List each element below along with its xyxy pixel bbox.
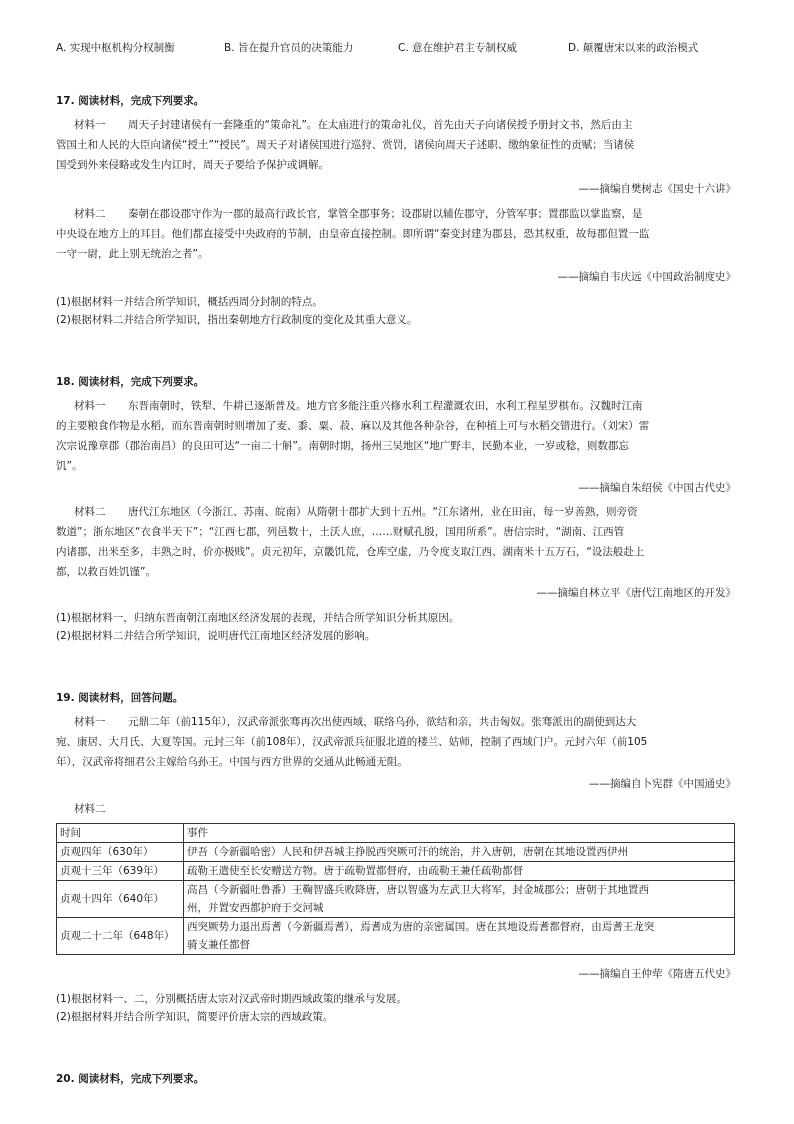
question-18-title: 18. 阅读材料，完成下列要求。 <box>56 376 205 388</box>
q19-material-2-label: 材料二 <box>74 803 106 815</box>
text-line: 宛、康居、大月氏、大夏等国。元封三年（前108年），汉武帝派兵征服北道的楼兰、姑师，控制了西域门户。元封六年（前105 <box>56 736 648 748</box>
text-line: 中央设在地方上的耳目。他们都直接受中央政府的节制，由皇帝直接控制。即所谓“秦变封建为郡县，恐其权重，故每郡但置一监 <box>56 228 650 240</box>
q19-source-1: ——摘编自卜宪群《中国通史》 <box>589 778 736 790</box>
text-line: 州，并置安西都护府于交河城 <box>187 902 324 914</box>
table-cell-time: 贞观十四年（640年） <box>57 881 184 918</box>
text-line: 唐代江东地区（今浙江、苏南、皖南）从隋朝十郡扩大到十五州。“江东诸州，业在田亩，每一岁善熟，则旁资 <box>128 506 638 518</box>
text-line: 的主要粮食作物是水稻，而东晋南朝时则增加了麦、黍、粟、菽、麻以及其他各种杂谷，在种植上可与水稻交错进行。（刘宋）雷 <box>56 420 650 432</box>
q19-ask-2: (2)根据材料并结合所学知识，简要评价唐太宗的西域政策。 <box>56 1011 334 1023</box>
option-a: A. 实现中枢机构分权制衡 <box>56 42 175 54</box>
table-row <box>57 918 735 955</box>
table-row <box>57 881 735 918</box>
table-header-row <box>57 824 735 843</box>
table-cell-time: 贞观十三年（639年） <box>57 862 184 881</box>
text-line: 周天子封建诸侯有一套隆重的“策命礼”。在太庙进行的策命礼仪，首先由天子向诸侯授予册封文书，然后由主 <box>128 119 633 131</box>
text-line: 伊吾（今新疆哈密）人民和伊吾城主挣脱西突厥可汗的统治，并入唐朝，唐朝在其地设置西伊州 <box>187 846 628 858</box>
q18-source-1: ——摘编自朱绍侯《中国古代史》 <box>578 482 736 494</box>
material-label: 材料二 <box>74 506 106 518</box>
question-17-title: 17. 阅读材料，完成下列要求。 <box>56 95 205 107</box>
text-line: 东晋南朝时，铁犁、牛耕已逐渐普及。地方官多能注重兴修水利工程灌溉农田，水利工程星罗棋布。汉魏时江南 <box>128 400 643 412</box>
table-header-time: 时间 <box>57 824 184 843</box>
q17-material-2 <box>56 204 738 264</box>
text-line: 秦朝在郡设郡守作为一郡的最高行政长官，掌管全郡事务；设郡尉以辅佐郡守，分管军事；置郡监以掌监察，是 <box>128 208 643 220</box>
text-line: 管国土和人民的大臣向诸侯“授土”“授民”。周天子对诸侯国进行巡狩、赏罚，诸侯向周天子述职、缴纳象征性的贡赋；当诸侯 <box>56 139 635 151</box>
material-label: 材料一 <box>74 716 106 728</box>
question-19-title: 19. 阅读材料，回答问题。 <box>56 692 184 704</box>
q18-ask-1: (1)根据材料一，归纳东晋南朝江南地区经济发展的表现，并结合所学知识分析其原因。 <box>56 612 460 624</box>
option-c: C. 意在维护君主专制权威 <box>398 42 518 54</box>
q18-source-2: ——摘编自林立平《唐代江南地区的开发》 <box>536 587 736 599</box>
option-b: B. 旨在提升官员的决策能力 <box>224 42 354 54</box>
option-d: D. 颠覆唐宋以来的政治模式 <box>568 42 699 54</box>
text-line: 一守一尉，此上别无统治之者”。 <box>56 248 209 260</box>
text-line: 都，以救百姓饥馑”。 <box>56 566 156 578</box>
q18-material-1 <box>56 396 738 476</box>
table-cell-time: 贞观二十二年（648年） <box>57 918 184 955</box>
table-cell-event <box>184 881 735 918</box>
question-20-title: 20. 阅读材料，完成下列要求。 <box>56 1073 205 1085</box>
text-line: 年），汉武帝将细君公主嫁给乌孙王。中国与西方世界的交通从此畅通无阻。 <box>56 756 408 768</box>
text-line: 骑支兼任都督 <box>187 939 250 951</box>
text-line: 西突厥势力退出焉耆（今新疆焉耆），焉耆成为唐的亲密属国。唐在其地设焉耆都督府，由焉耆王龙突 <box>187 921 655 933</box>
table-cell-event <box>184 862 735 881</box>
text-line: 元鼎二年（前115年），汉武帝派张骞再次出使西域，联络乌孙，欲结和亲，共击匈奴。张骞派出的副使到达大 <box>128 716 637 728</box>
text-line: 次宗说豫章郡（郡治南昌）的良田可达“一亩二十斛”。南朝时期，扬州三吴地区“地广野丰，民勤本业，一岁或稔，则数郡忘 <box>56 440 629 452</box>
table-row <box>57 843 735 862</box>
table-cell-event <box>184 843 735 862</box>
table-row <box>57 862 735 881</box>
q17-material-1 <box>56 115 738 175</box>
q17-source-1: ——摘编自樊树志《国史十六讲》 <box>578 183 736 195</box>
table-cell-event <box>184 918 735 955</box>
table-header-event: 事件 <box>184 824 735 843</box>
material-label: 材料一 <box>74 119 106 131</box>
q18-ask-2: (2)根据材料二并结合所学知识，说明唐代江南地区经济发展的影响。 <box>56 630 376 642</box>
table-cell-time: 贞观四年（630年） <box>57 843 184 862</box>
q19-source-2: ——摘编自王仲荦《隋唐五代史》 <box>578 968 736 980</box>
text-line: 饥”。 <box>56 460 83 472</box>
text-line: 国受到外来侵略或发生内讧时，周天子要给予保护或调解。 <box>56 159 329 171</box>
text-line: 疏勒王遣使至长安赠送方物。唐于疏勒置都督府，由疏勒王兼任疏勒都督 <box>187 865 523 877</box>
q18-material-2 <box>56 502 738 582</box>
events-table <box>56 823 735 955</box>
q17-source-2: ——摘编自韦庆远《中国政治制度史》 <box>557 271 736 283</box>
text-line: 内诸郡，出米至多，丰熟之时，价亦极贱”。贞元初年，京畿饥荒，仓库空虚，乃令度支取江西、湖南米十五万石，“设法般赴上 <box>56 546 645 558</box>
material-label: 材料二 <box>74 208 106 220</box>
text-line: 数道”；浙东地区“衣食半天下”；“江西七郡，列邑数十，土沃人庶，……财赋孔殷，国用所系”。唐信宗时，“湖南、江西管 <box>56 526 625 538</box>
q17-ask-2: (2)根据材料二并结合所学知识，指出秦朝地方行政制度的变化及其重大意义。 <box>56 314 418 326</box>
q17-ask-1: (1)根据材料一并结合所学知识，概括西周分封制的特点。 <box>56 296 323 308</box>
text-line: 高昌（今新疆吐鲁番）王鞠智盛兵败降唐，唐以智盛为左武卫大将军，封金城郡公；唐朝于其地置西 <box>187 884 649 896</box>
q19-material-1 <box>56 712 738 772</box>
q19-ask-1: (1)根据材料一、二，分别概括唐太宗对汉武帝时期西域政策的继承与发展。 <box>56 993 407 1005</box>
material-label: 材料一 <box>74 400 106 412</box>
